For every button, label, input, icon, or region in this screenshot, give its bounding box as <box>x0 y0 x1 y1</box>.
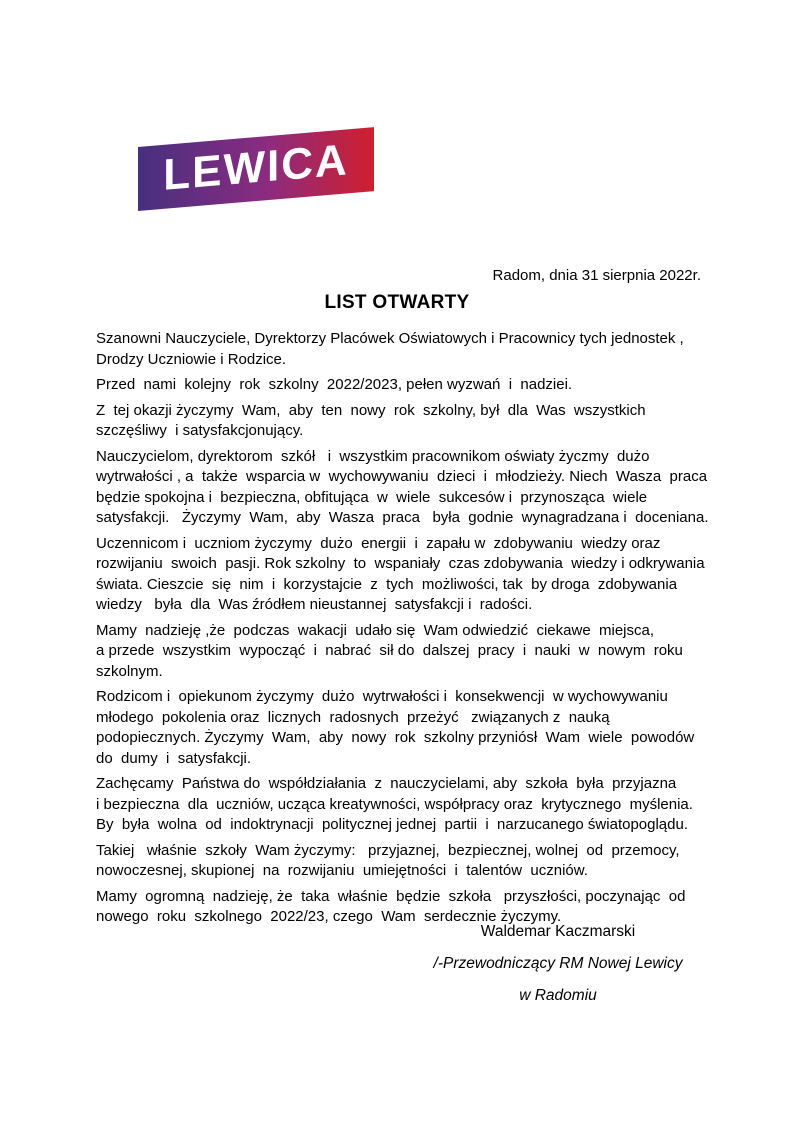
signature-name: Waldemar Kaczmarski <box>480 923 636 940</box>
paragraph-line: Nauczycielom, dyrektorom szkół i wszystkim pracownikom oświaty życzmy dużo <box>96 447 650 465</box>
paragraph <box>96 329 736 370</box>
paragraph-line: szczęśliwy i satysfakcjonujący. <box>96 422 304 439</box>
paragraph-line: świata. Cieszcie się nim i korzystajcie z tych możliwości, tak by droga zdobywania <box>96 575 678 593</box>
paragraph-line: Rodzicom i opiekunom życzymy dużo wytrwałości i konsekwencji w wychowywaniu <box>96 688 668 705</box>
lewica-logo-text: LEWICA <box>163 134 349 200</box>
paragraph <box>96 841 736 882</box>
letter-title: LIST OTWARTY <box>324 292 470 313</box>
paragraph-line: wiedzy była dla Was źródłem nieustannej satysfakcji i radości. <box>96 596 533 613</box>
paragraph-line: Mamy nadzieję ,że podczas wakacji udało się Wam odwiedzić ciekawe miejsca, <box>96 621 655 639</box>
paragraph-line: szkolnym. <box>96 662 163 680</box>
dateline: Radom, dnia 31 sierpnia 2022r. <box>492 267 701 284</box>
paragraph-line: Uczennicom i uczniom życzymy dużo energii i zapału w zdobywaniu wiedzy oraz <box>96 534 661 552</box>
paragraph-line: Przed nami kolejny rok szkolny 2022/2023, pełen wyzwań i nadziei. <box>96 376 573 393</box>
paragraph <box>96 447 736 529</box>
body-paragraphs <box>96 329 736 933</box>
paragraph-line: nowoczesnej, skupionej na rozwijaniu umiejętności i talentów uczniów. <box>96 862 588 879</box>
paragraph-line: Takiej właśnie szkoły Wam życzymy: przyjaznej, bezpiecznej, wolnej od przemocy, <box>96 841 680 859</box>
lewica-logo-banner <box>138 127 374 211</box>
paragraph <box>96 621 736 683</box>
paragraph <box>96 534 736 616</box>
signature-role: /-Przewodniczący RM Nowej Lewicy <box>433 955 683 972</box>
paragraph-line: Drodzy Uczniowie i Rodzice. <box>96 350 287 368</box>
paragraph-line: do dumy i satysfakcji. <box>96 749 252 767</box>
paragraph <box>96 687 736 769</box>
paragraph-line: młodego pokolenia oraz licznych radosnych przeżyć związanych z nauką <box>96 708 610 726</box>
paragraph-line: By była wolna od indoktrynacji politycznej jednej partii i narzucanego światopoglądu. <box>96 816 689 833</box>
paragraph-line: wytrwałości , a także wsparcia w wychowywaniu dzieci i młodzieży. Niech Wasza praca <box>96 468 708 485</box>
paragraph-line: podopiecznych. Życzymy Wam, aby nowy rok szkolny przyniósł Wam wiele powodów <box>96 729 695 746</box>
paragraph-line: Z tej okazji życzymy Wam, aby ten nowy rok szkolny, był dla Was wszystkich <box>96 401 646 419</box>
signature-block <box>393 922 723 1018</box>
paragraph <box>96 375 736 396</box>
paragraph-line: satysfakcji. Życzymy Wam, aby Wasza praca była godnie wynagradzana i doceniana. <box>96 509 709 526</box>
paragraph <box>96 774 736 836</box>
signature-location: w Radomiu <box>519 987 597 1004</box>
paragraph-line: Mamy ogromną nadzieję, że taka właśnie będzie szkoła przyszłości, poczynając od <box>96 887 686 905</box>
paragraph-line: Szanowni Nauczyciele, Dyrektorzy Placówek Oświatowych i Pracownicy tych jednostek , <box>96 330 684 347</box>
paragraph-line: Zachęcamy Państwa do współdziałania z nauczycielami, aby szkoła była przyjazna <box>96 775 677 792</box>
paragraph-line: i bezpieczna dla uczniów, ucząca kreatywności, współpracy oraz krytycznego myślenia. <box>96 795 693 813</box>
paragraph-line: będzie spokojna i bezpieczna, obfitująca w wiele sukcesów i przynosząca wiele <box>96 488 648 506</box>
paragraph-line: nowego roku szkolnego 2022/23, czego Wam serdecznie życzymy. <box>96 908 562 925</box>
paragraph-line: a przede wszystkim wypocząć i nabrać sił do dalszej pracy i nauki w nowym roku <box>96 642 683 659</box>
paragraph-line: rozwijaniu swoich pasji. Rok szkolny to wspaniały czas zdobywania wiedzy i odkrywania <box>96 555 705 572</box>
paragraph <box>96 401 736 442</box>
